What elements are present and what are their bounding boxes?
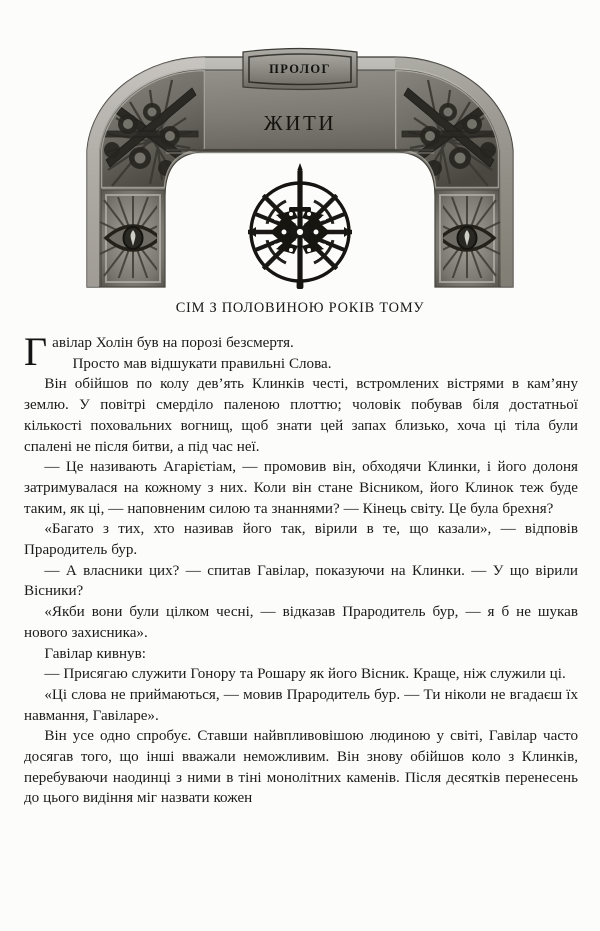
body-text-column (0, 329, 600, 809)
stone-arch-illustration (0, 0, 600, 300)
right-eye-panel (434, 190, 500, 287)
left-eye-panel (100, 190, 166, 287)
paragraph-11 (24, 726, 578, 809)
paragraph-3 (24, 374, 578, 457)
paragraph-9 (24, 664, 578, 685)
paragraph-text: «Багато з тих, хто називав його так, вірили в те, що казали», — відповів Прародитель бур. (24, 521, 578, 559)
left-spandrel-ornament (95, 64, 215, 194)
paragraph-text: — А власники цих? — спитав Гавілар, показуючи на Клинки. — У що вірили Вісники? (24, 562, 578, 600)
paragraph-text: «Якби вони були цілком чесні, — відказав Прародитель бур, — я б не шукав нового захисника». (24, 604, 578, 641)
paragraph-7 (24, 602, 578, 643)
chapter-ornament (0, 0, 600, 300)
plaque-label-text: ПРОЛОГ (269, 62, 331, 76)
time-subheader: СІМ З ПОЛОВИНОЮ РОКІВ ТОМУ (175, 300, 425, 316)
paragraph-text: Він обійшов по колу дев’ять Клинків честі, встромлених вістрями в кам’яну землю. У повітрі смерділо паленою плоттю; чоловік побував біля достатньої кількості поховальних вогнищ, щоб знати цей запах близько, хоча ці тіла були спалені не після битви, а під час неї. (24, 376, 578, 455)
paragraph-2 (24, 354, 578, 375)
radiant-swords-emblem (248, 163, 352, 289)
prologue-plaque (243, 49, 357, 90)
paragraph-text: Гавілар кивнув: (44, 645, 146, 662)
drop-cap: Г (24, 329, 48, 374)
paragraph-5 (24, 519, 578, 560)
paragraph-text: авілар Холін був на порозі безсмертя. (52, 335, 294, 351)
paragraph-text: — Присягаю служити Гонору та Рошару як його Вісник. Краще, ніж служили ці. (44, 666, 566, 683)
paragraph-10 (24, 685, 578, 726)
arch-title-text: ЖИТИ (263, 111, 337, 135)
right-spandrel-ornament (385, 64, 505, 194)
paragraph-4 (24, 457, 578, 519)
paragraph-text: «Ці слова не приймаються, — мовив Прародитель бур. — Ти ніколи не вгадаєш їх навмання, Гавіларе». (24, 686, 578, 724)
paragraph-text: Він усе одно спробує. Ставши найвпливовішою людиною у світі, Гавілар часто досягав того, що інші вважали неможливим. Він знову обійшов коло з Клинків, перебуваючи наодинці з ними в тіні монолітних каменів. Після десятків перенесень до цього видіння міг назвати кожен (24, 728, 578, 807)
paragraph-text: — Це називають Агарієтіам, — промовив він, обходячи Клинки, і його долоня затримувалася на кожному з них. Коли він стане Вісником, його Клинок теж буде таким, як ці, — наповненим силою та знаннями? — Кінець світу. Це була брехня? (24, 459, 578, 517)
paragraph-text: Просто мав відшукати правильні Слова. (72, 355, 332, 372)
paragraph-8 (24, 644, 578, 665)
paragraph-6 (24, 561, 578, 602)
